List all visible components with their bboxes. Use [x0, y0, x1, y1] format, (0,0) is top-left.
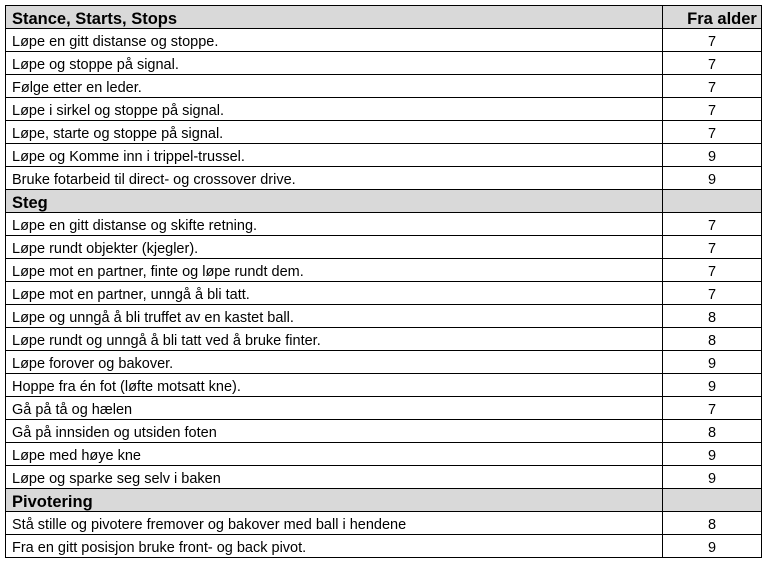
age-cell: 8	[663, 512, 762, 535]
activity-table	[5, 5, 762, 558]
table-row	[6, 121, 762, 144]
table-row	[6, 213, 762, 236]
table-row	[6, 29, 762, 52]
table-row	[6, 397, 762, 420]
age-cell: 9	[663, 144, 762, 167]
table-row	[6, 305, 762, 328]
table-row	[6, 351, 762, 374]
age-cell: 7	[663, 213, 762, 236]
age-column-header: Fra alder	[663, 6, 762, 29]
age-cell: 9	[663, 535, 762, 558]
table-row	[6, 75, 762, 98]
activity-cell: Løpe forover og bakover.	[6, 351, 663, 374]
section-header-row	[6, 489, 762, 512]
table-row	[6, 52, 762, 75]
section-header-row	[6, 190, 762, 213]
activity-cell: Løpe en gitt distanse og stoppe.	[6, 29, 663, 52]
table-row	[6, 328, 762, 351]
age-cell: 9	[663, 466, 762, 489]
table-row	[6, 466, 762, 489]
age-cell: 9	[663, 443, 762, 466]
table-row	[6, 374, 762, 397]
age-cell: 9	[663, 374, 762, 397]
activity-cell: Bruke fotarbeid til direct- og crossover drive.	[6, 167, 663, 190]
age-cell: 7	[663, 259, 762, 282]
activity-cell: Gå på innsiden og utsiden foten	[6, 420, 663, 443]
activity-cell: Løpe rundt og unngå å bli tatt ved å bruke finter.	[6, 328, 663, 351]
age-cell: 7	[663, 98, 762, 121]
activity-cell: Løpe, starte og stoppe på signal.	[6, 121, 663, 144]
activity-cell: Løpe mot en partner, finte og løpe rundt dem.	[6, 259, 663, 282]
table-row	[6, 535, 762, 558]
age-cell: 7	[663, 29, 762, 52]
activity-cell: Stå stille og pivotere fremover og bakover med ball i hendene	[6, 512, 663, 535]
activity-cell: Løpe og Komme inn i trippel-trussel.	[6, 144, 663, 167]
activity-cell: Hoppe fra én fot (løfte motsatt kne).	[6, 374, 663, 397]
age-column-header	[663, 489, 762, 512]
section-title: Steg	[6, 190, 663, 213]
activity-cell: Løpe en gitt distanse og skifte retning.	[6, 213, 663, 236]
table-row	[6, 282, 762, 305]
section-title: Stance, Starts, Stops	[6, 6, 663, 29]
activity-cell: Løpe med høye kne	[6, 443, 663, 466]
activity-cell: Løpe og sparke seg selv i baken	[6, 466, 663, 489]
age-cell: 7	[663, 236, 762, 259]
age-cell: 8	[663, 305, 762, 328]
age-cell: 9	[663, 167, 762, 190]
age-cell: 8	[663, 328, 762, 351]
table-row	[6, 512, 762, 535]
activity-cell: Løpe rundt objekter (kjegler).	[6, 236, 663, 259]
table-row	[6, 259, 762, 282]
activity-cell: Gå på tå og hælen	[6, 397, 663, 420]
age-cell: 7	[663, 52, 762, 75]
activity-cell: Løpe mot en partner, unngå å bli tatt.	[6, 282, 663, 305]
section-header-row	[6, 6, 762, 29]
table-row	[6, 167, 762, 190]
table-row	[6, 236, 762, 259]
age-cell: 7	[663, 397, 762, 420]
age-cell: 7	[663, 121, 762, 144]
age-cell: 7	[663, 282, 762, 305]
age-cell: 9	[663, 351, 762, 374]
activity-cell: Løpe og stoppe på signal.	[6, 52, 663, 75]
table-row	[6, 144, 762, 167]
activity-cell: Løpe og unngå å bli truffet av en kastet ball.	[6, 305, 663, 328]
activity-cell: Fra en gitt posisjon bruke front- og back pivot.	[6, 535, 663, 558]
section-title: Pivotering	[6, 489, 663, 512]
table-row	[6, 98, 762, 121]
activity-cell: Følge etter en leder.	[6, 75, 663, 98]
activity-cell: Løpe i sirkel og stoppe på signal.	[6, 98, 663, 121]
age-column-header	[663, 190, 762, 213]
table-row	[6, 443, 762, 466]
age-cell: 8	[663, 420, 762, 443]
age-cell: 7	[663, 75, 762, 98]
table-row	[6, 420, 762, 443]
